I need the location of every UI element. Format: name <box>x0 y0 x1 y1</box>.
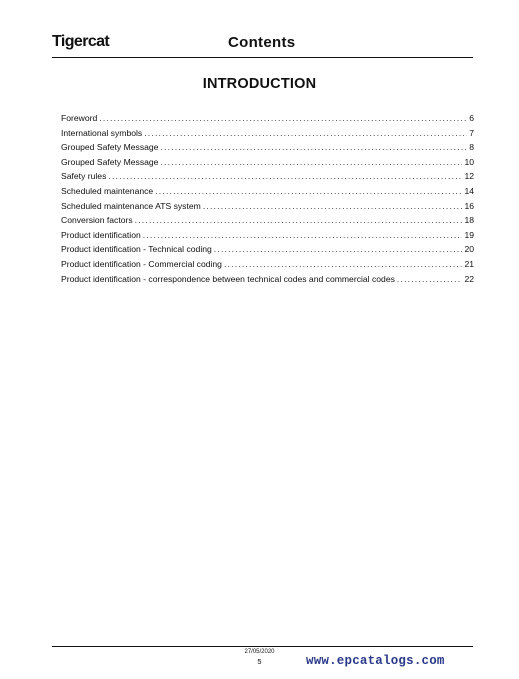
toc-entry-label: Foreword <box>61 113 98 123</box>
dot-leader <box>214 242 463 257</box>
dot-leader <box>99 111 467 126</box>
toc-entry-page: 12 <box>464 171 474 182</box>
footer-divider <box>52 646 473 647</box>
toc-entry-page: 22 <box>464 273 474 284</box>
page-title: Contents <box>228 34 296 51</box>
dot-leader <box>108 169 462 184</box>
toc-entry-label: Grouped Safety Message <box>61 142 159 153</box>
toc-entry-label: Product identification <box>61 229 141 240</box>
toc-entry-label: Grouped Safety Message <box>61 156 159 167</box>
brand-logo: Tigercat <box>52 33 110 50</box>
toc-entry-page: 7 <box>469 127 474 138</box>
watermark-url[interactable]: www.epcatalogs.com <box>306 654 445 668</box>
toc-entry-page: 19 <box>464 229 474 240</box>
table-of-contents <box>61 111 474 286</box>
toc-entry-label: Conversion factors <box>61 215 133 226</box>
toc-entry[interactable] <box>61 111 474 126</box>
toc-entry[interactable] <box>61 213 474 228</box>
toc-entry[interactable] <box>61 126 474 141</box>
toc-entry-page: 8 <box>469 142 474 153</box>
footer-date: 27/05/2020 <box>244 649 275 655</box>
toc-entry-page: 21 <box>464 258 474 269</box>
toc-entry[interactable] <box>61 257 474 272</box>
toc-entry-label: Scheduled maintenance ATS system <box>61 200 201 211</box>
toc-entry-page: 6 <box>469 113 474 123</box>
toc-entry[interactable] <box>61 199 474 214</box>
toc-entry-page: 10 <box>464 156 474 167</box>
page-header <box>52 31 473 58</box>
toc-entry[interactable] <box>61 242 474 257</box>
toc-entry-label: Product identification - Technical coding <box>61 244 212 255</box>
toc-entry-page: 14 <box>464 185 474 196</box>
dot-leader <box>224 257 462 272</box>
toc-entry[interactable] <box>61 228 474 243</box>
toc-entry-label: Scheduled maintenance <box>61 185 154 196</box>
dot-leader <box>203 199 463 214</box>
footer-page-number: 5 <box>257 657 262 666</box>
dot-leader <box>155 184 462 199</box>
toc-entry[interactable] <box>61 169 474 184</box>
dot-leader <box>144 126 467 141</box>
dot-leader <box>143 228 463 243</box>
section-heading: INTRODUCTION <box>202 76 317 92</box>
toc-entry-label: Product identification - correspondence between technical codes and commercial codes <box>61 273 395 284</box>
toc-entry[interactable] <box>61 155 474 170</box>
toc-entry-label: International symbols <box>61 127 143 138</box>
dot-leader <box>160 140 467 155</box>
toc-entry-page: 18 <box>464 215 474 226</box>
toc-entry-label: Safety rules <box>61 171 107 182</box>
toc-entry[interactable] <box>61 272 474 287</box>
toc-entry-page: 20 <box>464 244 474 255</box>
dot-leader <box>160 155 462 170</box>
dot-leader <box>397 272 463 287</box>
toc-entry[interactable] <box>61 140 474 155</box>
dot-leader <box>135 213 463 228</box>
toc-entry-label: Product identification - Commercial coding <box>61 258 222 269</box>
toc-entry-page: 16 <box>464 200 474 211</box>
toc-entry[interactable] <box>61 184 474 199</box>
